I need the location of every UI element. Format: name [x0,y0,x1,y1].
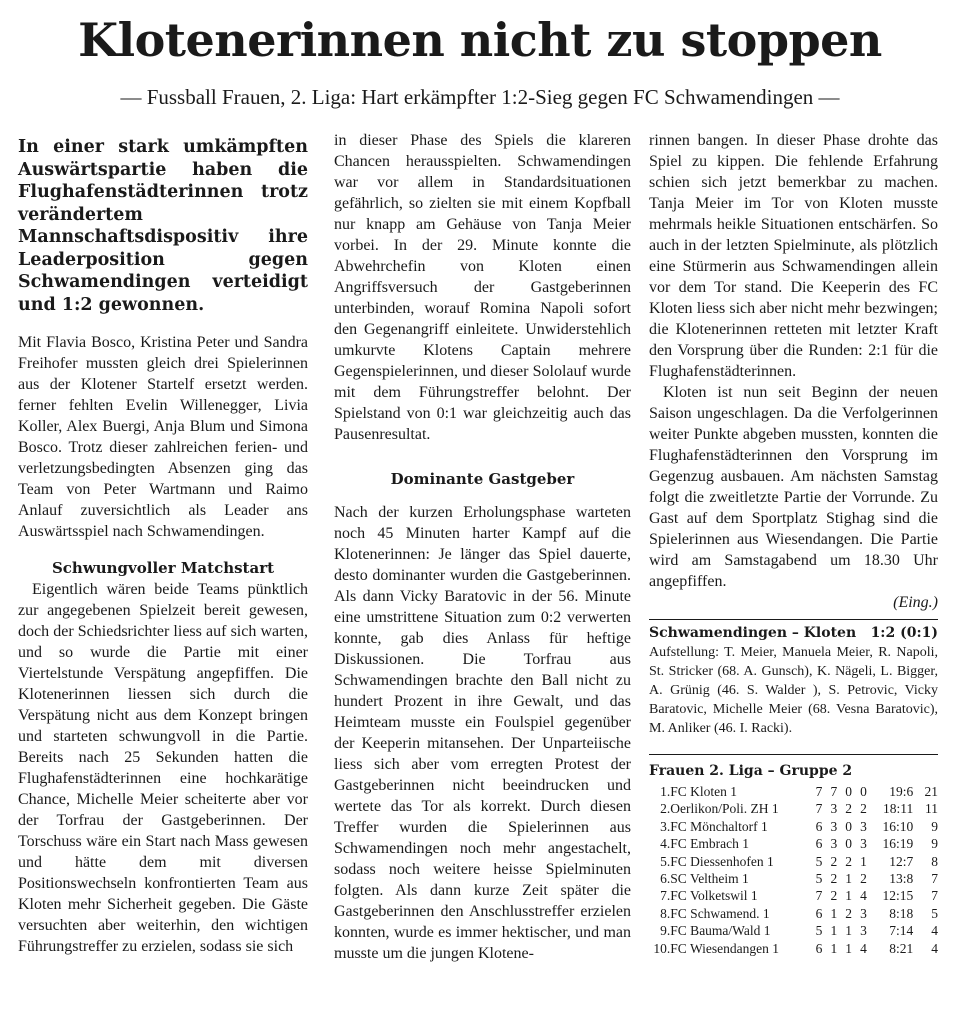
rank-cell: 10. [653,940,671,956]
wins-cell: 3 [830,801,838,817]
rank-cell: 8. [660,905,671,921]
goals-cell: 18:11 [883,801,914,817]
games-cell: 7 [815,784,823,799]
team-cell: FC Wiesendangen 1 [670,940,779,956]
match-teams: Schwamendingen – Kloten [649,625,857,641]
rank-cell: 3. [660,818,671,834]
wins-cell: 2 [830,871,838,887]
team-cell: FC Kloten 1 [670,784,738,799]
draws-cell: 2 [845,905,853,921]
body-paragraph: Kloten ist nun seit Beginn der neuen Saison ungeschlagen. Da die Verfolgerinnen weiter Punkte abgeben mussten, konnten die Flughafenstädterinnen den Vorsprung im Gegenzug ausbauen. Am nächsten Samstag folgt die zweitletzte Partie der Vorrunde. Zu Gast auf dem Sportplatz Stighag sind die Spielerinnen aus Wiesendangen. Die Partie wird am Samstagabend um 18.30 Uhr angepfiffen. [649,384,938,590]
losses-cell: 0 [860,784,867,799]
goals-cell: 8:21 [889,940,914,956]
goals-cell: 19:6 [889,784,914,799]
wins-cell: 1 [830,923,838,939]
goals-cell: 7:14 [889,923,914,939]
team-cell: FC Mönchaltorf 1 [670,818,768,834]
wins-cell: 1 [830,940,838,956]
byline-row [649,592,938,613]
rank-cell: 2. [660,801,671,817]
team-cell: SC Veltheim 1 [670,871,749,887]
draws-cell: 1 [845,940,853,956]
games-cell: 6 [815,836,823,852]
rank-cell: 5. [660,853,671,869]
byline: (Eing.) [893,594,938,611]
wins-cell: 3 [830,818,838,834]
goals-cell: 8:18 [889,905,914,921]
table-row [649,870,938,887]
wins-cell: 3 [830,836,838,852]
rank-cell: 7. [660,888,671,904]
points-cell: 9 [931,818,938,834]
draws-cell: 2 [845,801,853,817]
team-cell: FC Bauma/Wald 1 [670,923,771,939]
lineup-text: Aufstellung: T. Meier, Manuela Meier, R. Napoli, St. Stricker (68. A. Gunsch), K. Nägeli, L. Bigger, A. Grünig (46. S. Walder ), S. Petrovic, Vicky Baratovic, Michelle Meier (68. Vesna Baratovic), M. Anliker (46. I. Racki). [649,645,938,736]
table-row [649,783,938,800]
table-row [649,800,938,817]
losses-cell: 2 [860,801,867,817]
table-row [649,853,938,870]
draws-cell: 1 [845,888,853,904]
table-row [649,818,938,835]
lead-paragraph: In einer stark umkämpften Auswärtspartie haben die Flughafenstädterinnen trotz verändertem Mannschaftsdispositiv ihre Leaderposition gegen Schwamendingen verteidigt und 1:2 gewonnen. [18,137,308,315]
points-cell: 5 [931,905,938,921]
draws-cell: 0 [845,784,853,799]
body-paragraph: Mit Flavia Bosco, Kristina Peter und Sandra Freihofer mussten gleich drei Spielerinnen aus der Klotener Startelf ersetzt werden. ferner fehlten Evelin Willenegger, Livia Koller, Alex Buergi, Anja Blum und Simona Bosco. Trotz dieser zahlreichen ferien- und verletzungsbedingten Absenzen ging das Team von Peter Wartmann und Raimo Anlauf zuversichtlich als Leader ans Auswärtsspiel nach Schwamendingen. [18,334,308,540]
standings-box [649,754,938,957]
team-cell: Oerlikon/Poli. ZH 1 [670,801,779,817]
games-cell: 5 [815,871,823,887]
games-cell: 7 [815,888,823,904]
body-paragraph: in dieser Phase des Spiels die klareren Chancen herausspielten. Schwamendingen war vor allem in Standardsituationen gefährlich, so zielten sie mit einem Kopfball nur knapp am Gehäuse von Tanja Meier vorbei. In der 29. Minute konnte die Abwehrchefin von Kloten einen Angriffsversuch der Gastgeberinnen unterbinden, worauf Romina Napoli sofort den Gegenangriff einleitete. Unwiderstehlich umkurvte Klotens Captain mehrere Gegenspielerinnen, und dieser Sololauf wurde mit dem Führungstreffer belohnt. Der Spielstand von 0:1 war gleichzeitig auch das Pausenresultat. [334,132,631,443]
points-cell: 21 [924,784,938,799]
wins-cell: 2 [830,853,838,869]
losses-cell: 3 [860,923,867,939]
wins-cell: 2 [830,888,838,904]
wins-cell: 1 [830,905,838,921]
rank-cell: 9. [660,923,671,939]
draws-cell: 0 [845,818,853,834]
points-cell: 9 [931,836,938,852]
team-cell: FC Embrach 1 [670,836,750,852]
games-cell: 5 [815,923,823,939]
draws-cell: 1 [845,871,853,887]
article-column-2 [334,130,631,964]
draws-cell: 2 [845,853,853,869]
team-cell: FC Schwamend. 1 [670,905,770,921]
points-cell: 11 [925,801,938,817]
games-cell: 5 [815,853,823,869]
article-column-3 [649,130,938,957]
goals-cell: 12:15 [882,888,914,904]
rank-cell: 6. [660,871,671,887]
losses-cell: 2 [860,871,867,887]
games-cell: 6 [815,940,823,956]
rank-cell: 1. [660,784,671,799]
losses-cell: 3 [860,818,867,834]
table-row [649,940,938,957]
table-row [649,905,938,922]
losses-cell: 1 [860,853,867,869]
section-heading: Schwungvoller Matchstart [51,559,275,577]
goals-cell: 16:10 [882,818,914,834]
goals-cell: 12:7 [889,853,914,869]
losses-cell: 4 [860,940,867,956]
wins-cell: 7 [830,784,838,799]
standings-table [649,783,938,957]
table-row [649,835,938,852]
points-cell: 4 [931,940,938,956]
losses-cell: 3 [860,836,867,852]
points-cell: 7 [931,871,938,887]
games-cell: 6 [815,818,823,834]
body-paragraph: Eigentlich wären beide Teams pünktlich zur angegebenen Spielzeit bereit gewesen, doch der Schiedsrichter liess auf sich warten, und so wurde die Partie mit einer Viertelstunde Verspätung angepfiffen. Die Klotenerinnen liessen sich durch die Verspätung nicht aus dem Konzept bringen und starteten schwungvoll in die Partie. Bereits nach 25 Sekunden hatten die Flughafenstädterinnen eine hochkarätige Chance, Michelle Meier scheiterte aber vor der Torfrau der Gastgeberinnen. Der Torschuss wäre ein Start nach Mass gewesen und hätte dem mit diversen Positionswechseln konfrontierten Team aus Kloten mehr Sicherheit gegeben. Die Gäste versuchten aber weiterhin, den wichtigen Führungstreffer zu erzielen, sodass sie sich [18,581,308,955]
article-column-1 [18,130,308,957]
goals-cell: 16:19 [882,836,914,852]
losses-cell: 3 [860,905,867,921]
section-heading: Dominante Gastgeber [390,470,575,488]
games-cell: 7 [815,801,823,817]
standings-title: Frauen 2. Liga – Gruppe 2 [649,763,853,779]
rank-cell: 4. [660,836,671,852]
subheadline: — Fussball Frauen, 2. Liga: Hart erkämpfter 1:2-Sieg gegen FC Schwamendingen — [120,85,840,109]
points-cell: 7 [931,888,938,904]
losses-cell: 4 [860,888,867,904]
games-cell: 6 [815,905,823,921]
goals-cell: 13:8 [889,871,914,887]
headline: Klotenerinnen nicht zu stoppen [78,13,882,67]
draws-cell: 0 [845,836,853,852]
body-paragraph: Nach der kurzen Erholungsphase warteten noch 45 Minuten harter Kampf auf die Klotenerinnen: Je länger das Spiel dauerte, desto dominanter wurden die Gastgeberinnen. Als dann Vicky Baratovic in der 56. Minute eine umstrittene Situation zum 0:2 verwerten konnte, gab dies Anlass für heftige Diskussionen. Die Torfrau aus Schwamendingen brachte den Ball nicht zu hundert Prozent in ihre Gewalt, und das Heimteam musste ein Foulspiel gegenüber der Keeperin mitansehen. Der Unparteiische liess sich aber vom erregten Protest der Gastgeberinnen nicht beeindrucken und wertete das Tor als korrekt. Durch diesen Treffer wurden die Spielerinnen aus Schwamendingen noch mehr angestachelt, sodass noch weitere heisse Spielminuten folgten. Als dann kurze Zeit später die Gastgeberinnen den Anschlusstreffer erzielen konnten, wurde es immer hektischer, und man musste um die jungen Klotene- [334,504,631,962]
team-cell: FC Volketswil 1 [670,888,758,904]
team-cell: FC Diessenhofen 1 [670,853,774,869]
points-cell: 8 [931,853,938,869]
points-cell: 4 [931,923,938,939]
draws-cell: 1 [845,923,853,939]
table-row [649,922,938,939]
match-score: 1:2 (0:1) [870,625,938,641]
body-paragraph: rinnen bangen. In dieser Phase drohte das Spiel zu kippen. Die fehlende Erfahrung schien sich jetzt bemerkbar zu machen. Tanja Meier im Tor von Kloten musste mehrmals heikle Situationen entschärfen. So auch in der letzten Spielminute, als plötzlich eine Stürmerin aus Schwamendingen allein vor dem Tor stand. Die Keeperin des FC Kloten liess sich aber nicht mehr bezwingen; die Klotenerinnen retteten mit letzter Kraft den Vorsprung über die Runden: 2:1 für die Flughafenstädterinnen. [649,132,938,380]
match-result [649,619,938,643]
table-row [649,887,938,904]
